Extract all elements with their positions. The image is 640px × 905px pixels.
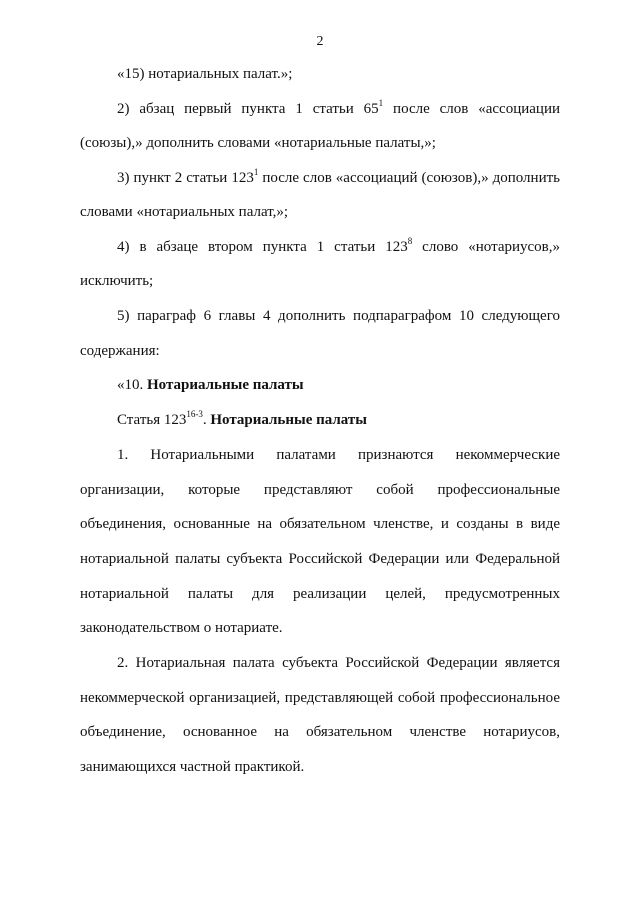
- item-3-sup: 1: [253, 167, 259, 177]
- item-3-line-1: [117, 168, 560, 188]
- item-2-text-b: после слов «ассоциации: [383, 101, 560, 117]
- item-2-sup: 1: [378, 98, 384, 108]
- point-1-line: нотариальной палаты для реализации целей, предусмотренных: [80, 586, 560, 602]
- point-1-line: 1. Нотариальными палатами признаются некоммерческие: [117, 447, 560, 463]
- point-1-line: организации, которые представляют собой профессиональные: [80, 482, 560, 498]
- subparagraph-title: Нотариальные палаты: [147, 377, 304, 393]
- article-title: Нотариальные палаты: [210, 412, 368, 428]
- subparagraph-heading: [117, 375, 560, 395]
- item-4-text-a: 4) в абзаце втором пункта 1 статьи 123: [117, 239, 408, 255]
- subparagraph-prefix: «10.: [117, 377, 147, 393]
- article-sup: 16-3: [186, 409, 203, 419]
- point-1-line: нотариальной палаты субъекта Российской Федерации или Федеральной: [80, 551, 560, 567]
- item-4-line-1: [117, 237, 560, 257]
- item-2-text-a: 2) абзац первый пункта 1 статьи 65: [117, 101, 379, 117]
- point-1-line: законодательством о нотариате.: [80, 620, 283, 636]
- page-number: 2: [316, 34, 324, 49]
- item-2-line-1: [117, 99, 560, 119]
- item-5-line-1: 5) параграф 6 главы 4 дополнить подпараграфом 10 следующего: [117, 308, 560, 324]
- item-15-line: «15) нотариальных палат.»;: [117, 66, 293, 82]
- point-2-line: объединение, основанное на обязательном членстве нотариусов,: [80, 724, 560, 740]
- point-2-line: занимающихся частной практикой.: [80, 759, 305, 775]
- item-2-line-2: (союзы),» дополнить словами «нотариальные палаты,»;: [80, 135, 436, 151]
- item-4-sup: 8: [407, 236, 413, 246]
- point-1-line: объединения, основанные на обязательном членстве, и созданы в виде: [80, 516, 560, 532]
- article-heading: [117, 410, 560, 430]
- item-3-text-a: 3) пункт 2 статьи 123: [117, 170, 254, 186]
- item-4-line-2: исключить;: [80, 273, 154, 289]
- item-3-text-b: после слов «ассоциаций (союзов),» дополнить: [258, 170, 560, 186]
- item-4-text-b: слово «нотариусов,»: [412, 239, 560, 255]
- article-prefix: Статья 123: [117, 412, 187, 428]
- point-2-line: некоммерческой организацией, представляющей собой профессиональное: [80, 690, 560, 706]
- item-5-line-2: содержания:: [80, 343, 160, 359]
- article-dot: .: [202, 412, 211, 428]
- item-3-line-2: словами «нотариальных палат,»;: [80, 204, 289, 220]
- point-2-line: 2. Нотариальная палата субъекта Российской Федерации является: [117, 655, 560, 671]
